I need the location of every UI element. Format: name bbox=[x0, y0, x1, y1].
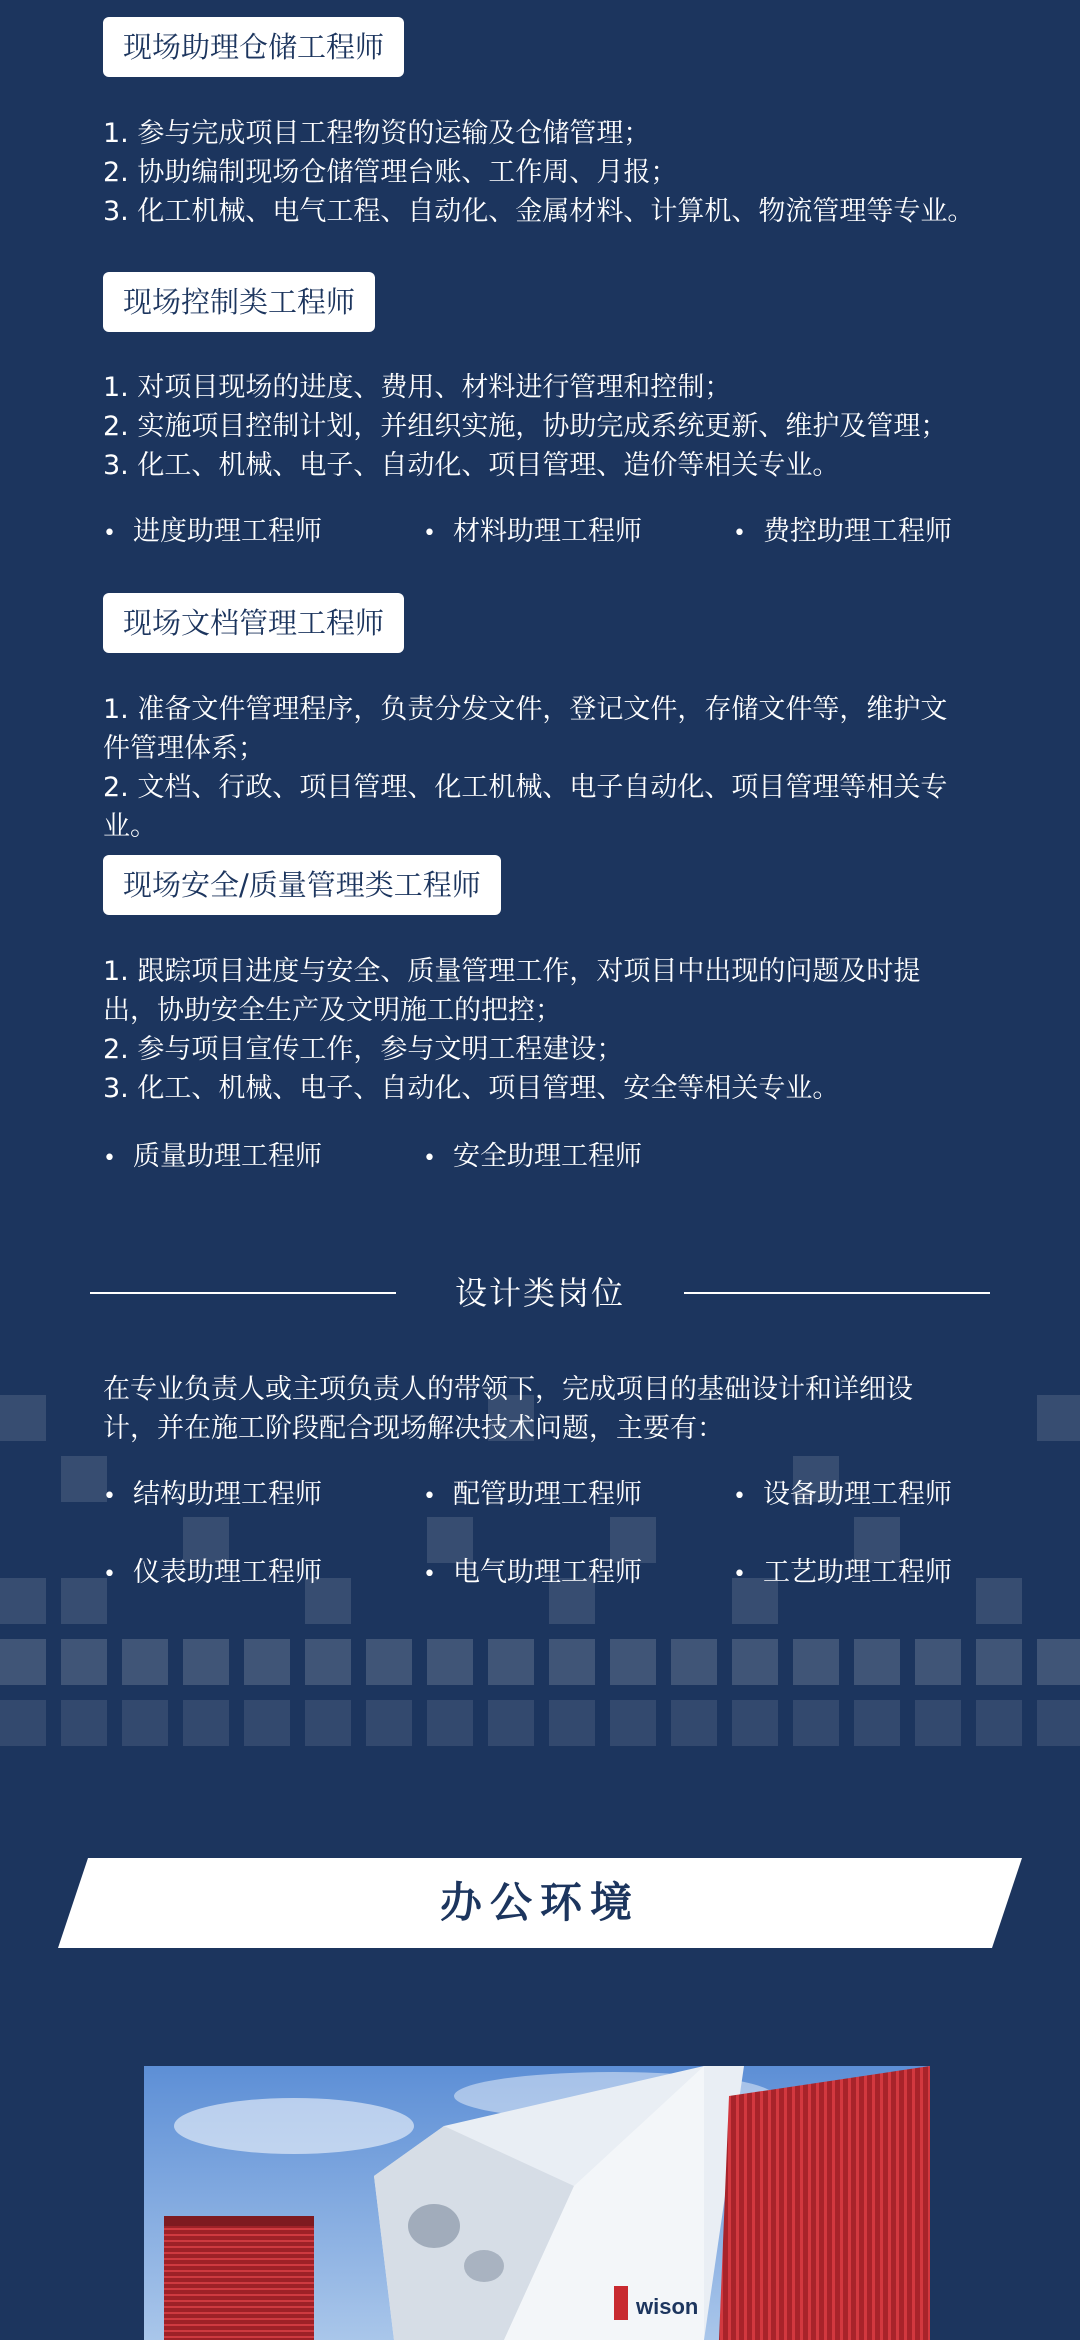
bullet-list-design-row2 bbox=[103, 1553, 983, 1593]
bullet-item: • 配管助理工程师 bbox=[423, 1479, 642, 1510]
pixel-square bbox=[854, 1700, 900, 1746]
bullet-item: • 质量助理工程师 bbox=[103, 1141, 322, 1172]
wison-logo: wison bbox=[636, 2294, 699, 2319]
section-text-document: 1. 准备文件管理程序，负责分发文件，登记文件，存储文件等，维护文 件管理体系； 2. 文档、行政、项目管理、化工机械、电子自动化、项目管理等相关专业。 bbox=[103, 694, 948, 842]
pixel-square bbox=[366, 1639, 412, 1685]
section-title-document: 现场文档管理工程师 bbox=[103, 593, 404, 653]
pixel-square bbox=[671, 1639, 717, 1685]
pixel-square bbox=[427, 1639, 473, 1685]
pixel-square bbox=[488, 1700, 534, 1746]
pixel-square bbox=[0, 1578, 46, 1624]
pixel-square bbox=[244, 1639, 290, 1685]
pixel-square bbox=[427, 1700, 473, 1746]
pixel-square bbox=[183, 1639, 229, 1685]
bullet-item: • 安全助理工程师 bbox=[423, 1141, 642, 1172]
pixel-square bbox=[61, 1456, 107, 1502]
office-building-photo bbox=[144, 2066, 930, 2340]
pixel-square bbox=[122, 1700, 168, 1746]
pixel-square bbox=[305, 1639, 351, 1685]
bullet-list-safety bbox=[103, 1137, 983, 1177]
pixel-square bbox=[1037, 1700, 1080, 1746]
pixel-square bbox=[1037, 1395, 1080, 1441]
bullet-item: • 进度助理工程师 bbox=[103, 516, 322, 547]
pixel-square bbox=[0, 1395, 46, 1441]
bullet-item: • 仪表助理工程师 bbox=[103, 1557, 322, 1588]
pixel-square bbox=[976, 1700, 1022, 1746]
pixel-square bbox=[793, 1639, 839, 1685]
pixel-square bbox=[305, 1700, 351, 1746]
section-title-safety: 现场安全/质量管理类工程师 bbox=[103, 855, 501, 915]
pixel-square bbox=[122, 1639, 168, 1685]
section-text-control: 1. 对项目现场的进度、费用、材料进行管理和控制； 2. 实施项目控制计划，并组织实施，协助完成系统更新、维护及管理； 3. 化工、机械、电子、自动化、项目管理、造价等相关专业。 bbox=[103, 372, 948, 481]
pixel-square bbox=[671, 1700, 717, 1746]
pixel-square bbox=[61, 1700, 107, 1746]
section-title-control: 现场控制类工程师 bbox=[103, 272, 375, 332]
section-text-warehouse: 1. 参与完成项目工程物资的运输及仓储管理； 2. 协助编制现场仓储管理台账、工作周、月报； 3. 化工机械、电气工程、自动化、金属材料、计算机、物流管理等专业。 bbox=[103, 118, 975, 227]
pixel-square bbox=[0, 1639, 46, 1685]
pixel-square bbox=[1037, 1639, 1080, 1685]
pixel-square bbox=[549, 1700, 595, 1746]
bullet-item: • 工艺助理工程师 bbox=[733, 1557, 952, 1588]
pixel-square bbox=[549, 1639, 595, 1685]
office-title: 办公环境 bbox=[439, 1878, 640, 1927]
bullet-item: • 电气助理工程师 bbox=[423, 1557, 642, 1588]
design-section-text: 在专业负责人或主项负责人的带领下，完成项目的基础设计和详细设 计，并在施工阶段配合现场解决技术问题，主要有： bbox=[103, 1374, 913, 1444]
pixel-square bbox=[244, 1700, 290, 1746]
bullet-item: • 设备助理工程师 bbox=[733, 1479, 952, 1510]
pixel-square bbox=[610, 1700, 656, 1746]
design-section-title: 设计类岗位 bbox=[454, 1274, 625, 1312]
pixel-square bbox=[61, 1578, 107, 1624]
bullet-item: • 材料助理工程师 bbox=[423, 516, 642, 547]
bullet-list-design-row1 bbox=[103, 1475, 983, 1515]
pixel-square bbox=[61, 1639, 107, 1685]
bullet-item: • 结构助理工程师 bbox=[103, 1479, 322, 1510]
pixel-square bbox=[183, 1700, 229, 1746]
pixel-square bbox=[854, 1639, 900, 1685]
section-text-safety: 1. 跟踪项目进度与安全、质量管理工作，对项目中出现的问题及时提 出，协助安全生产及文明施工的把控； 2. 参与项目宣传工作，参与文明工程建设； 3. 化工、机械、电子、自动化、项目管理、安全等相关专业。 bbox=[103, 956, 921, 1104]
pixel-square bbox=[793, 1700, 839, 1746]
pixel-square bbox=[0, 1700, 46, 1746]
pixel-square bbox=[732, 1639, 778, 1685]
section-title-warehouse: 现场助理仓储工程师 bbox=[103, 17, 404, 77]
pixel-square bbox=[915, 1700, 961, 1746]
pixel-square bbox=[610, 1639, 656, 1685]
bullet-item: • 费控助理工程师 bbox=[733, 516, 952, 547]
pixel-square bbox=[366, 1700, 412, 1746]
bullet-list-control bbox=[103, 512, 983, 552]
pixel-square bbox=[732, 1700, 778, 1746]
pixel-square bbox=[976, 1639, 1022, 1685]
pixel-square bbox=[915, 1639, 961, 1685]
pixel-square bbox=[488, 1639, 534, 1685]
